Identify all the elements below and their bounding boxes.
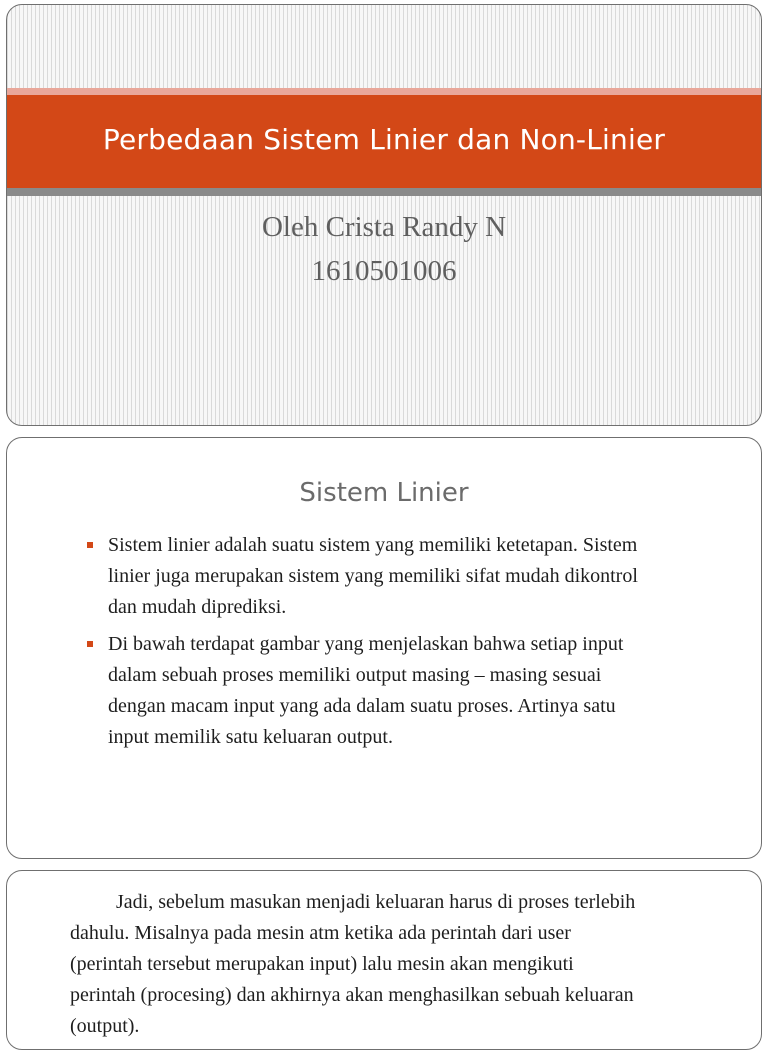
student-id: 1610501006	[311, 255, 457, 287]
subtitle	[7, 205, 761, 293]
content-slide-explanation	[6, 870, 762, 1050]
bullet-line: Sistem linier adalah suatu sistem yang memiliki ketetapan. Sistem	[108, 534, 638, 556]
paragraph-line: perintah (procesing) dan akhirnya akan menghasilkan sebuah keluaran	[70, 984, 634, 1006]
slide-title: Perbedaan Sistem Linier dan Non-Linier	[102, 123, 666, 156]
title-band-highlight	[7, 88, 761, 95]
author-name: Oleh Crista Randy N	[261, 211, 507, 243]
title-band-shadow	[7, 188, 761, 196]
bullet-line: Di bawah terdapat gambar yang menjelaskan bahwa setiap input	[108, 633, 624, 655]
bullet-line: dalam sebuah proses memiliki output masing – masing sesuai	[108, 664, 602, 686]
slide-heading: Sistem Linier	[299, 478, 469, 508]
bullet-item	[87, 629, 727, 753]
paragraph-line: (perintah tersebut merupakan input) lalu mesin akan mengikuti	[70, 953, 574, 975]
bullet-line: dengan macam input yang ada dalam suatu proses. Artinya satu	[108, 695, 616, 717]
bullet-line: dan mudah diprediksi.	[108, 596, 287, 618]
content-slide-sistem-linier	[6, 437, 762, 859]
title-slide	[6, 4, 762, 426]
bullet-line: linier juga merupakan sistem yang memiliki sifat mudah dikontrol	[108, 565, 638, 587]
square-bullet-icon	[87, 641, 93, 647]
bullet-list	[87, 530, 727, 759]
square-bullet-icon	[87, 542, 93, 548]
bullet-line: input memilik satu keluaran output.	[108, 726, 393, 748]
paragraph-line: Jadi, sebelum masukan menjadi keluaran harus di proses terlebih	[116, 891, 636, 913]
explanation-paragraph	[70, 887, 740, 1042]
title-band	[7, 95, 761, 188]
paragraph-line: dahulu. Misalnya pada mesin atm ketika ada perintah dari user	[70, 922, 571, 944]
paragraph-line: (output).	[70, 1015, 140, 1037]
bullet-item	[87, 530, 727, 623]
